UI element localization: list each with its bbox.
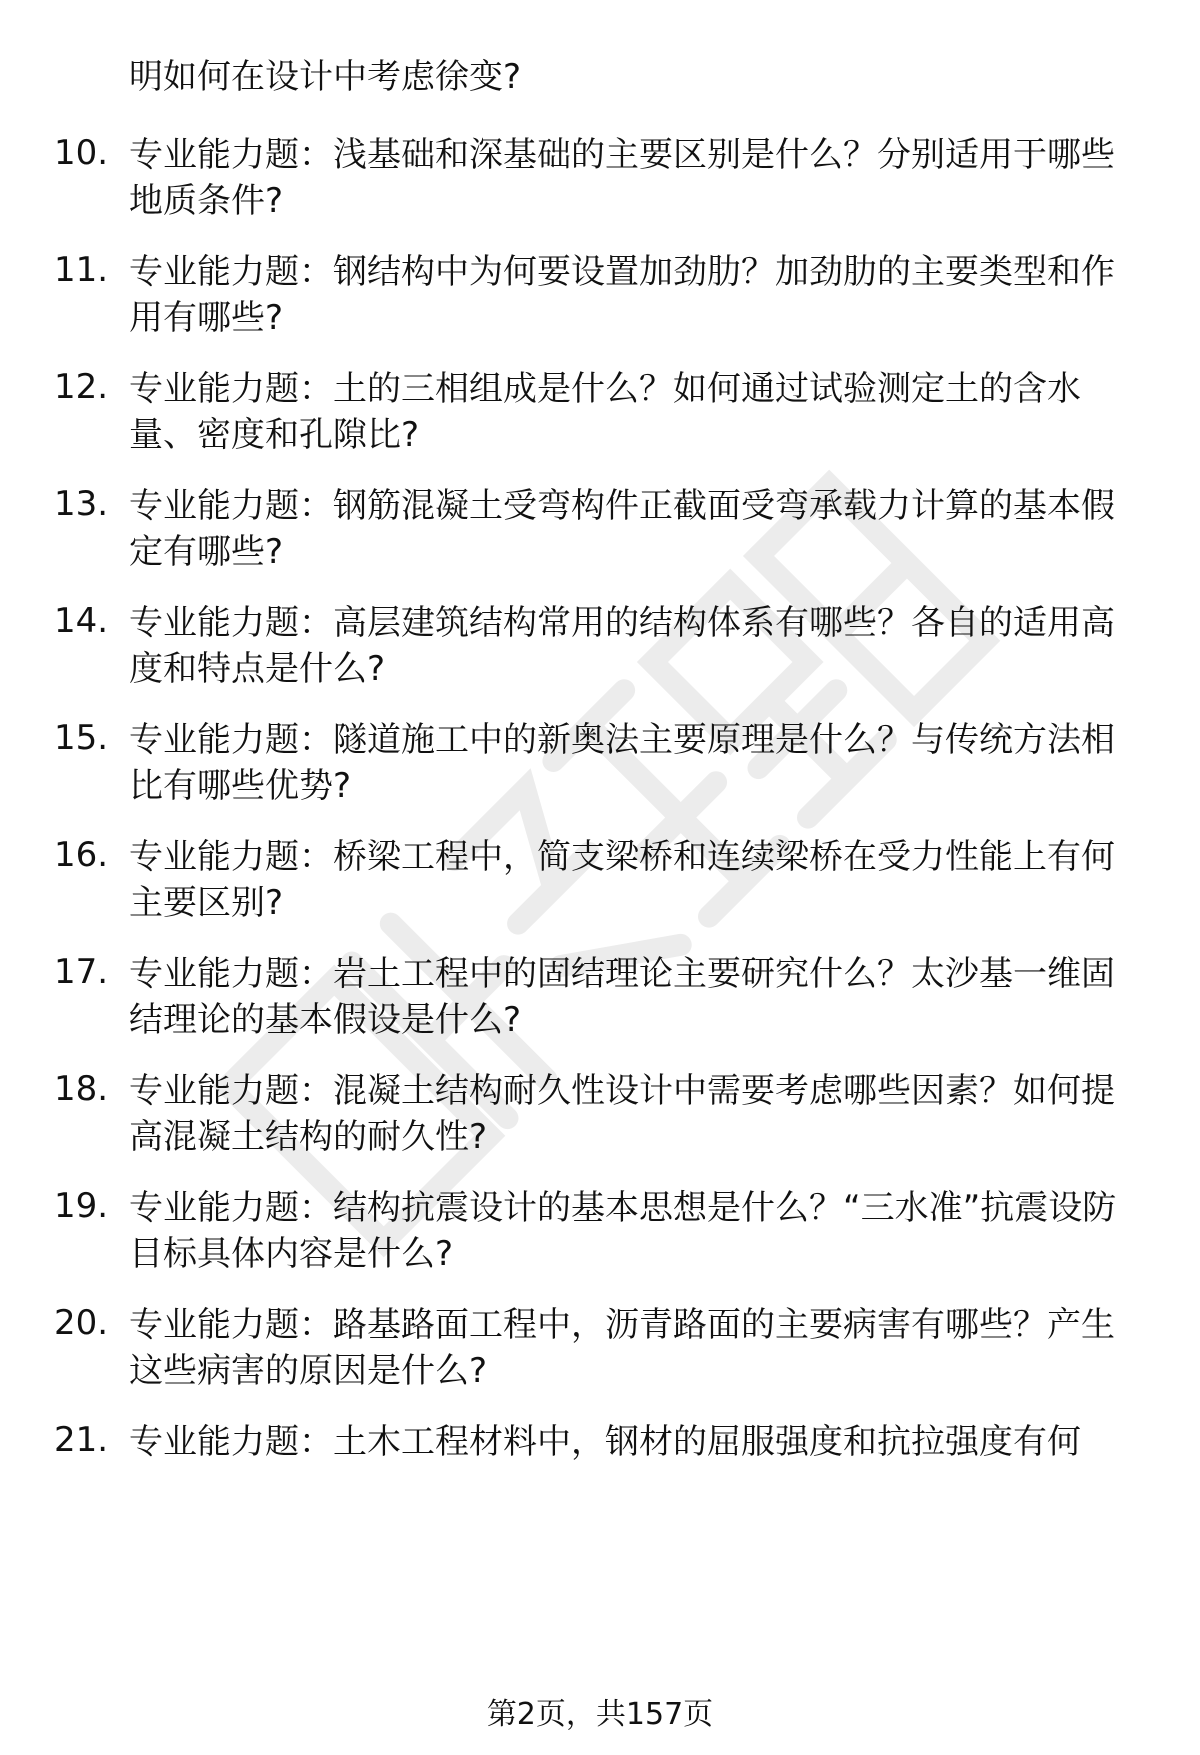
question-item [0,1419,1200,1519]
question-number: 10. [54,133,109,173]
question-text: 专业能力题：钢结构中为何要设置加劲肋？加劲肋的主要类型和作用有哪些? [129,252,1115,338]
question-text: 专业能力题：土木工程材料中，钢材的屈服强度和抗拉强度有何 [129,1422,1081,1462]
question-item [0,834,1200,934]
question-text: 专业能力题：岩土工程中的固结理论主要研究什么？太沙基一维固结理论的基本假设是什么? [129,954,1115,1040]
question-item [0,1302,1200,1402]
question-text: 专业能力题：钢筋混凝土受弯构件正截面受弯承载力计算的基本假定有哪些? [129,486,1115,572]
question-item [0,483,1200,583]
question-text: 专业能力题：混凝土结构耐久性设计中需要考虑哪些因素？如何提高混凝土结构的耐久性? [129,1071,1115,1157]
question-number: 18. [54,1069,109,1109]
question-number: 13. [54,484,109,524]
question-text: 专业能力题：路基路面工程中，沥青路面的主要病害有哪些？产生这些病害的原因是什么? [129,1305,1115,1391]
question-text: 专业能力题：隧道施工中的新奥法主要原理是什么？与传统方法相比有哪些优势? [129,720,1115,806]
question-item [0,600,1200,700]
question-item [0,1185,1200,1285]
question-item [0,132,1200,232]
question-item [0,951,1200,1051]
question-number: 14. [54,601,109,641]
question-item [0,366,1200,466]
question-text: 专业能力题：桥梁工程中，简支梁桥和连续梁桥在受力性能上有何主要区别? [129,837,1115,923]
question-text: 专业能力题：浅基础和深基础的主要区别是什么？分别适用于哪些地质条件? [129,135,1115,221]
question-number: 21. [54,1420,109,1460]
question-item [0,717,1200,817]
question-item [0,1068,1200,1168]
question-text: 专业能力题：高层建筑结构常用的结构体系有哪些？各自的适用高度和特点是什么? [129,603,1115,689]
question-number: 17. [54,952,109,992]
question-item [0,249,1200,349]
question-text: 专业能力题：结构抗震设计的基本思想是什么？“三水准”抗震设防目标具体内容是什么? [129,1188,1117,1274]
question-number: 16. [54,835,109,875]
page-footer: 第2页，共157页 [486,1697,714,1732]
question-number: 12. [54,367,109,407]
question-number: 19. [54,1186,109,1226]
question-text: 专业能力题：土的三相组成是什么？如何通过试验测定土的含水量、密度和孔隙比? [129,369,1081,455]
question-number: 15. [54,718,109,758]
question-number: 20. [54,1303,109,1343]
question-number: 11. [54,250,109,290]
continuation-line: 明如何在设计中考虑徐变? [129,57,522,97]
